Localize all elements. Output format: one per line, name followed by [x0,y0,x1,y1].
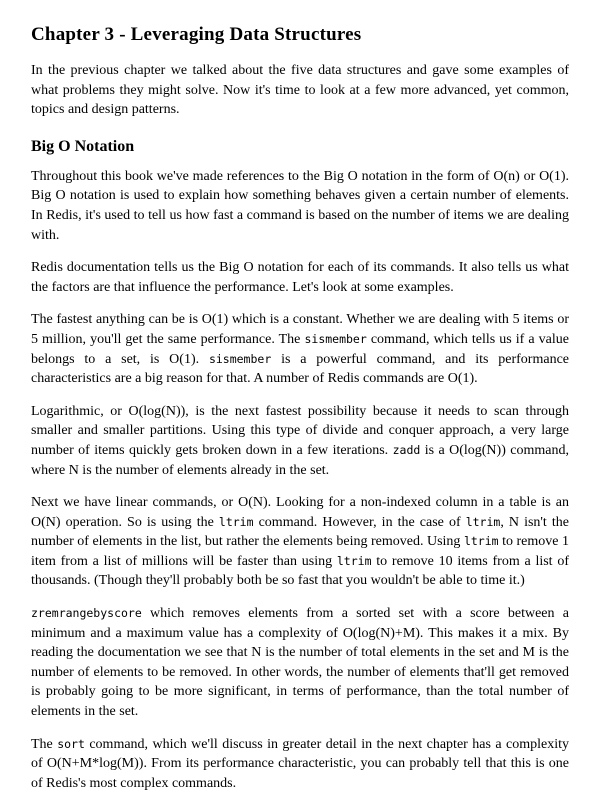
inline-code: sismember [208,351,272,366]
paragraph [31,402,569,480]
inline-code: ltrim [336,553,372,568]
text-run: Redis documentation tells us the Big O notation for each of its commands. It also tells us what the factors are that influence the performance. Let's look at some examples. [31,260,569,295]
inline-code: ltrim [463,534,499,549]
paragraph [31,61,569,120]
text-run: to remove 1 item from a list of millions will be faster than using [31,534,569,569]
text-run: Logarithmic, or O(log(N)), is the next fastest possibility because it needs to scan through smaller and smaller partitions. Using this type of divide and conquer approach, a very large number of items quickly gets broken down in a few iterations. [31,403,569,458]
text-run: Throughout this book we've made references to the Big O notation in the form of O(n) or O(1). Big O notation is used to explain how something behaves given a certain number of elements. In Redis, it's used to tell us how fast a command is based on the number of items we are dealing with. [31,168,569,243]
text-run: which removes elements from a sorted set with a score between a minimum and a maximum value has a complexity of O(log(N)+M). This makes it a mix. By reading the documentation we see that N is the number of total elements in the set and M is the number of elements to be removed. In other words, the number of elements that'll get removed is probably going to be more significant, in terms of performance, than the total number of elements in the set. [31,606,569,720]
paragraph [31,604,569,722]
text-run: command, which tells us if a value belongs to a set, is O(1). [31,331,569,367]
inline-code: sort [57,736,85,751]
chapter-title: Chapter 3 - Leveraging Data Structures [31,24,362,45]
inline-code: ltrim [465,514,501,529]
text-run: In the previous chapter we talked about the five data structures and gave some examples of what problems they might solve. Now it's time to look at a few more advanced, yet common, topics and design patterns. [31,63,569,118]
paragraph [31,310,569,388]
text-run: The fastest anything can be is O(1) which is a constant. Whether we are dealing with 5 items or 5 million, you'll get the same performance. The [31,312,569,347]
paragraph [31,735,569,794]
text-run: is a O(log(N)) command, where N is the number of elements already in the set. [31,442,569,478]
section-heading: Big O Notation [31,137,135,155]
text-run: command, which we'll discuss in greater detail in the next chapter has a complexity of O(N+M*log(M)). From its performance characteristic, you can probably tell that this is one of Redis's most complex commands. [31,736,569,791]
text-run: to remove 10 items from a list of thousands. (Though they'll probably both be so fast that you wouldn't be able to time it.) [31,553,569,589]
inline-code: sismember [304,331,367,346]
inline-code: zadd [392,442,421,457]
text-run: , N isn't the number of elements in the list, but rather the elements being removed. Using [31,514,569,550]
inline-code: ltrim [218,514,254,529]
text-run: Next we have linear commands, or O(N). Looking for a non-indexed column in a table is an O(N) operation. So is using the [31,495,569,530]
text-run: is a powerful command, and its performance characteristics are a big reason for that. A number of Redis commands are O(1). [31,351,569,387]
paragraph [31,258,569,297]
paragraph [31,493,569,591]
text-run: The [31,736,58,752]
inline-code: zremrangebyscore [31,606,142,621]
paragraph [31,167,569,245]
text-run: command. However, in the case of [253,514,466,530]
